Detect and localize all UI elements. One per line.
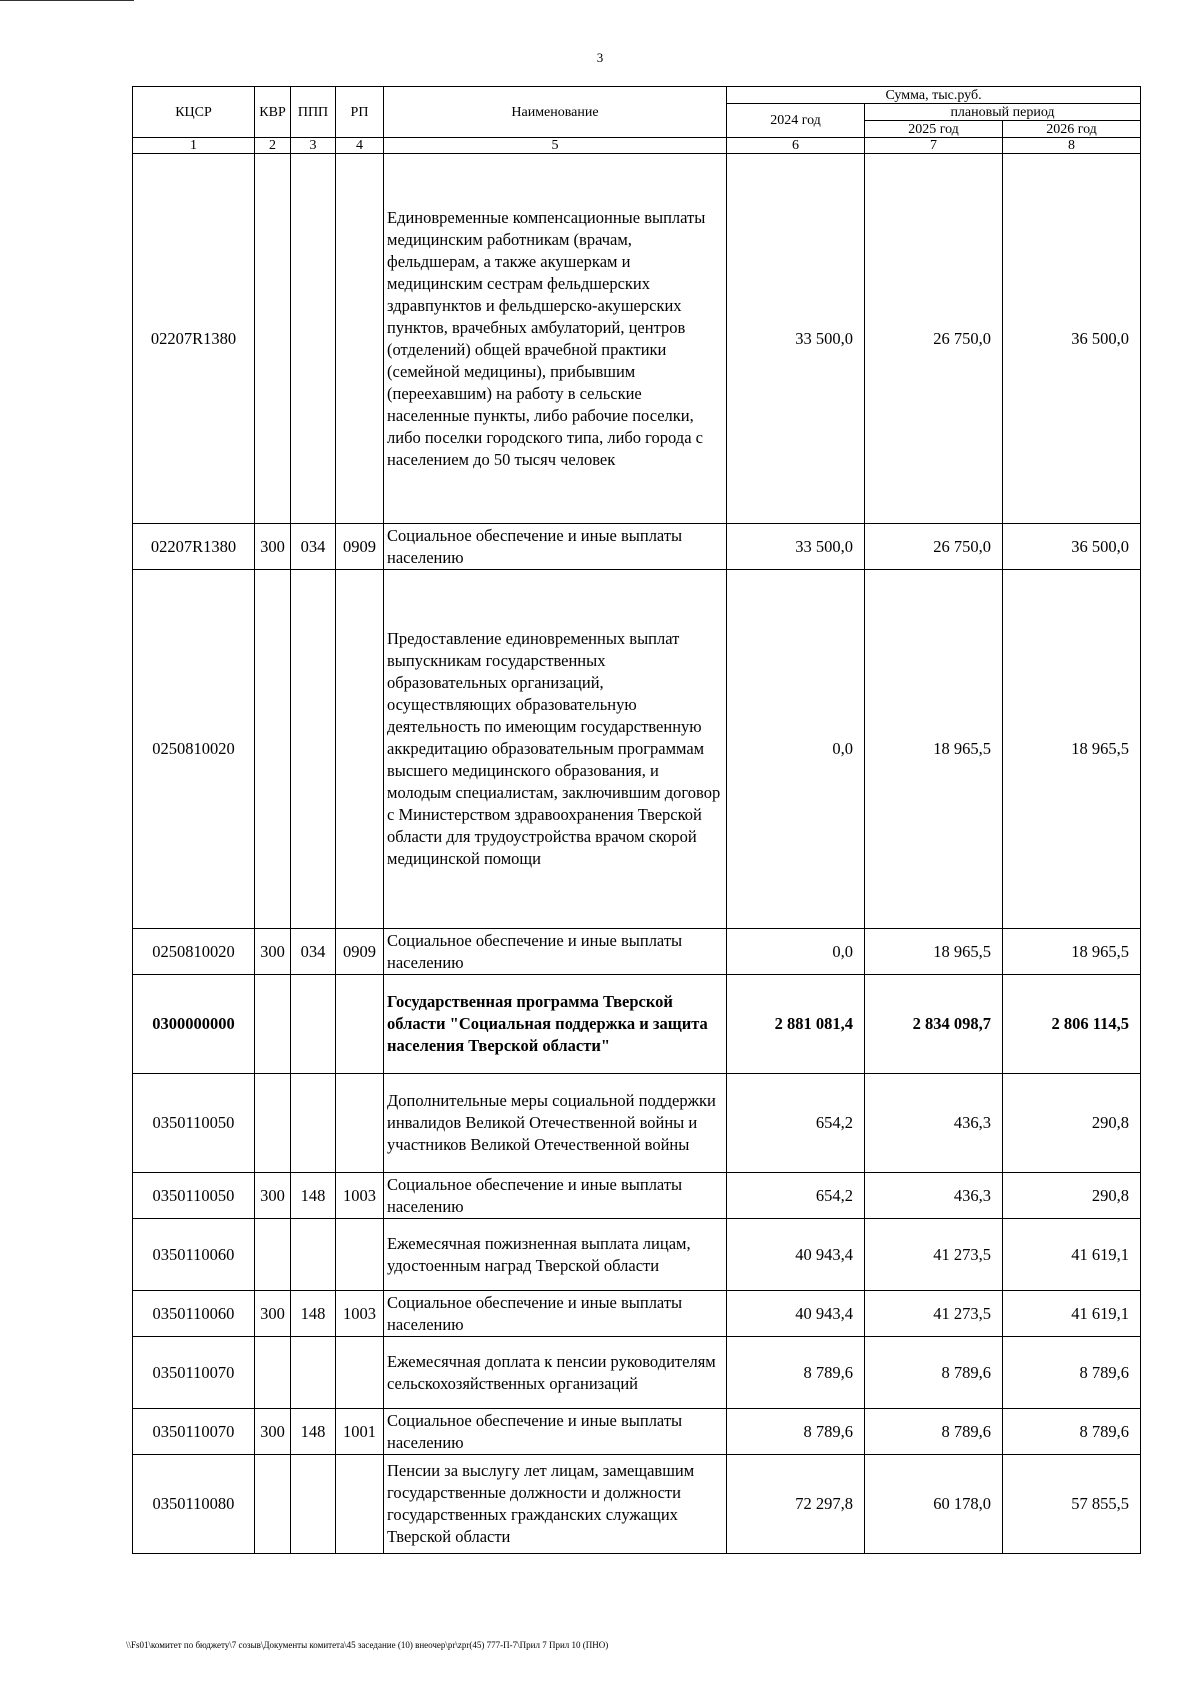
cell-2026: 36 500,0: [1003, 524, 1141, 570]
cell-2024: 2 881 081,4: [727, 975, 865, 1074]
header-name: Наименование: [384, 87, 727, 138]
scan-edge-line: [0, 0, 134, 1]
cell-2024: 8 789,6: [727, 1337, 865, 1409]
cell-2024: 0,0: [727, 570, 865, 929]
cell-rp: [336, 1455, 384, 1554]
cell-name: Социальное обеспечение и иные выплаты населению: [384, 1173, 727, 1219]
column-number-row: [133, 138, 1141, 154]
cell-2026: 18 965,5: [1003, 570, 1141, 929]
cell-kcsr: 0350110070: [133, 1409, 255, 1455]
cell-name: Социальное обеспечение и иные выплаты населению: [384, 1291, 727, 1337]
cell-2024: 40 943,4: [727, 1291, 865, 1337]
budget-table: [132, 86, 1141, 1554]
table-row: [133, 1409, 1141, 1455]
cell-ppp: [291, 1455, 336, 1554]
cell-kvr: [255, 1074, 291, 1173]
table-row: [133, 1337, 1141, 1409]
header-2026: 2026 год: [1003, 121, 1141, 138]
cell-kcsr: 02207R1380: [133, 524, 255, 570]
cell-kvr: [255, 975, 291, 1074]
cell-rp: 1001: [336, 1409, 384, 1455]
cell-name: Пенсии за выслугу лет лицам, замещавшим государственные должности и должности государственных гражданских служащих Тверской области: [384, 1455, 727, 1554]
cell-2026: 18 965,5: [1003, 929, 1141, 975]
header-kcsr: КЦСР: [133, 87, 255, 138]
col-number: 1: [133, 138, 255, 154]
cell-kcsr: 0350110050: [133, 1173, 255, 1219]
header-kvr: КВР: [255, 87, 291, 138]
col-number: 7: [865, 138, 1003, 154]
cell-2024: 33 500,0: [727, 154, 865, 524]
cell-kvr: [255, 570, 291, 929]
cell-kcsr: 0350110080: [133, 1455, 255, 1554]
cell-kvr: [255, 1219, 291, 1291]
cell-rp: [336, 1074, 384, 1173]
cell-2024: 33 500,0: [727, 524, 865, 570]
table-row: [133, 524, 1141, 570]
cell-rp: [336, 975, 384, 1074]
cell-name: Ежемесячная пожизненная выплата лицам, удостоенным наград Тверской области: [384, 1219, 727, 1291]
cell-kcsr: 0250810020: [133, 570, 255, 929]
cell-rp: [336, 570, 384, 929]
cell-rp: 0909: [336, 929, 384, 975]
table-row: [133, 570, 1141, 929]
col-number: 4: [336, 138, 384, 154]
cell-2025: 18 965,5: [865, 929, 1003, 975]
cell-rp: 1003: [336, 1173, 384, 1219]
cell-rp: [336, 1219, 384, 1291]
cell-kcsr: 0350110050: [133, 1074, 255, 1173]
cell-kvr: 300: [255, 929, 291, 975]
cell-kcsr: 0350110070: [133, 1337, 255, 1409]
cell-kcsr: 0350110060: [133, 1219, 255, 1291]
col-number: 5: [384, 138, 727, 154]
col-number: 2: [255, 138, 291, 154]
header-ppp: ППП: [291, 87, 336, 138]
col-number: 3: [291, 138, 336, 154]
cell-kvr: [255, 1337, 291, 1409]
cell-2024: 654,2: [727, 1074, 865, 1173]
page-number: 3: [596, 50, 604, 65]
cell-kcsr: 0300000000: [133, 975, 255, 1074]
cell-kcsr: 0350110060: [133, 1291, 255, 1337]
cell-name: Дополнительные меры социальной поддержки инвалидов Великой Отечественной войны и участников Великой Отечественной войны: [384, 1074, 727, 1173]
cell-name: Государственная программа Тверской области "Социальная поддержка и защита населения Тверской области": [384, 975, 727, 1074]
cell-name: Ежемесячная доплата к пенсии руководителям сельскохозяйственных организаций: [384, 1337, 727, 1409]
cell-ppp: 148: [291, 1409, 336, 1455]
cell-rp: [336, 154, 384, 524]
cell-ppp: [291, 570, 336, 929]
cell-ppp: 148: [291, 1173, 336, 1219]
table-row: [133, 1173, 1141, 1219]
cell-name: Единовременные компенсационные выплаты медицинским работникам (врачам, фельдшерам, а также акушеркам и медицинским сестрам фельдшерских здравпунктов и фельдшерско-акушерских пунктов, врачебных амбулаторий, центров (отделений) общей врачебной практики (семейной медицины), прибывшим (переехавшим) на работу в сельские населенные пункты, либо рабочие поселки, либо поселки городского типа, либо города с населением до 50 тысяч человек: [384, 154, 727, 524]
cell-kvr: 300: [255, 1173, 291, 1219]
cell-ppp: 148: [291, 1291, 336, 1337]
cell-ppp: 034: [291, 524, 336, 570]
cell-ppp: [291, 975, 336, 1074]
header-2025: 2025 год: [865, 121, 1003, 138]
cell-rp: 1003: [336, 1291, 384, 1337]
cell-2025: 436,3: [865, 1173, 1003, 1219]
cell-2026: 41 619,1: [1003, 1219, 1141, 1291]
cell-ppp: [291, 1337, 336, 1409]
cell-kvr: 300: [255, 1291, 291, 1337]
cell-2025: 436,3: [865, 1074, 1003, 1173]
cell-2026: 290,8: [1003, 1173, 1141, 1219]
cell-2025: 41 273,5: [865, 1219, 1003, 1291]
header-rp: РП: [336, 87, 384, 138]
table-row: [133, 1291, 1141, 1337]
cell-2025: 8 789,6: [865, 1337, 1003, 1409]
cell-2026: 57 855,5: [1003, 1455, 1141, 1554]
cell-2026: 41 619,1: [1003, 1291, 1141, 1337]
cell-2024: 0,0: [727, 929, 865, 975]
cell-rp: 0909: [336, 524, 384, 570]
cell-2025: 26 750,0: [865, 524, 1003, 570]
cell-kvr: [255, 1455, 291, 1554]
cell-ppp: [291, 1074, 336, 1173]
table-row: [133, 929, 1141, 975]
cell-2026: 8 789,6: [1003, 1409, 1141, 1455]
cell-2026: 2 806 114,5: [1003, 975, 1141, 1074]
table-row: [133, 1455, 1141, 1554]
header-2024: 2024 год: [727, 104, 865, 138]
cell-ppp: 034: [291, 929, 336, 975]
cell-name: Социальное обеспечение и иные выплаты населению: [384, 929, 727, 975]
cell-2025: 2 834 098,7: [865, 975, 1003, 1074]
cell-kvr: [255, 154, 291, 524]
col-number: 8: [1003, 138, 1141, 154]
cell-ppp: [291, 1219, 336, 1291]
cell-2026: 36 500,0: [1003, 154, 1141, 524]
table-row: [133, 1074, 1141, 1173]
cell-2025: 8 789,6: [865, 1409, 1003, 1455]
table-row-program-total: [133, 975, 1141, 1074]
footer-file-path: \\Fs01\комитет по бюджету\7 созыв\Документы комитета\45 заседание (10) внеочер\pr\zpr(45) 777-П-7\Прил 7 Прил 10 (ПНО): [126, 1640, 609, 1650]
cell-name: Предоставление единовременных выплат выпускникам государственных образовательных организаций, осуществляющих образовательную деятельность по имеющим государственную аккредитацию образовательным программам высшего медицинского образования, и молодым специалистам, заключившим договор с Министерством здравоохранения Тверской области для трудоустройства врачом скорой медицинской помощи: [384, 570, 727, 929]
cell-2025: 18 965,5: [865, 570, 1003, 929]
cell-name: Социальное обеспечение и иные выплаты населению: [384, 524, 727, 570]
cell-ppp: [291, 154, 336, 524]
cell-name: Социальное обеспечение и иные выплаты населению: [384, 1409, 727, 1455]
cell-2025: 41 273,5: [865, 1291, 1003, 1337]
cell-2024: 40 943,4: [727, 1219, 865, 1291]
table-row: [133, 154, 1141, 524]
cell-2025: 26 750,0: [865, 154, 1003, 524]
cell-kvr: 300: [255, 1409, 291, 1455]
cell-2024: 8 789,6: [727, 1409, 865, 1455]
cell-2025: 60 178,0: [865, 1455, 1003, 1554]
cell-kcsr: 02207R1380: [133, 154, 255, 524]
col-number: 6: [727, 138, 865, 154]
cell-2026: 290,8: [1003, 1074, 1141, 1173]
cell-rp: [336, 1337, 384, 1409]
cell-kvr: 300: [255, 524, 291, 570]
cell-2024: 654,2: [727, 1173, 865, 1219]
cell-kcsr: 0250810020: [133, 929, 255, 975]
cell-2026: 8 789,6: [1003, 1337, 1141, 1409]
header-planned-period: плановый период: [865, 104, 1141, 121]
header-sum: Сумма, тыс.руб.: [727, 87, 1141, 104]
cell-2024: 72 297,8: [727, 1455, 865, 1554]
table-row: [133, 1219, 1141, 1291]
